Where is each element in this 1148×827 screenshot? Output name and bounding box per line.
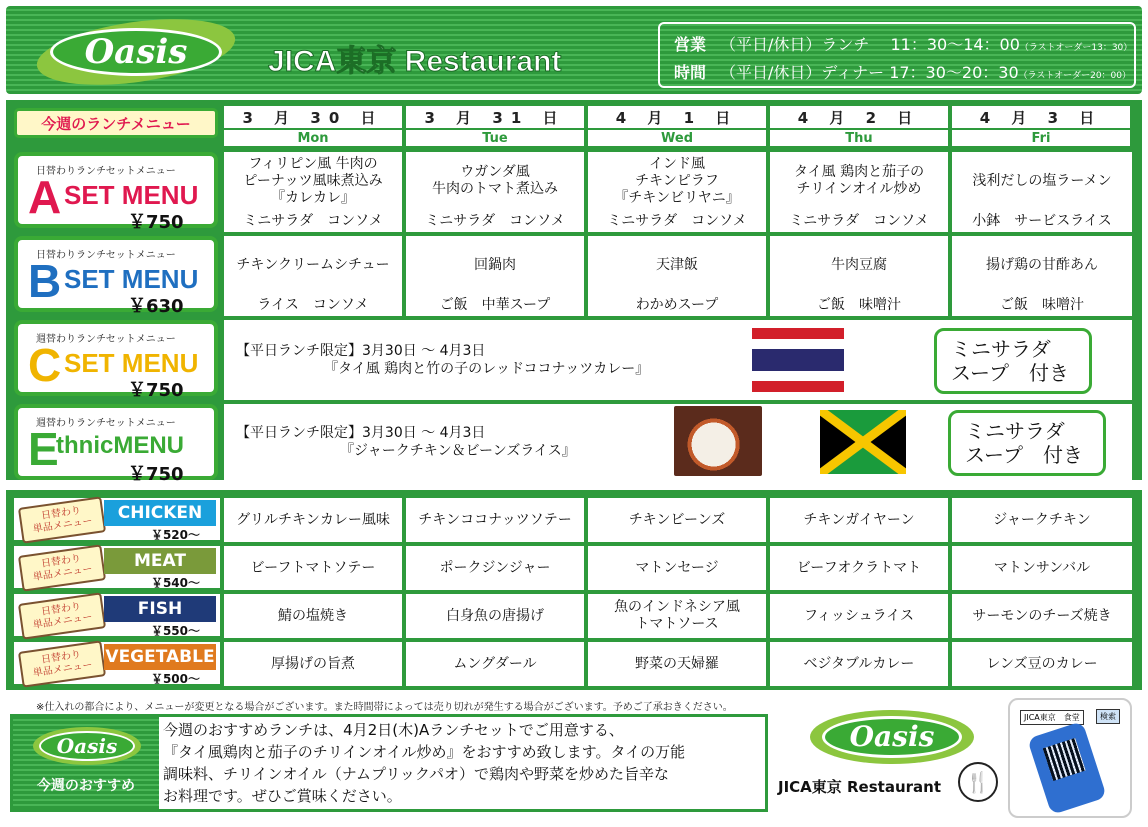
set-letter: E	[28, 423, 59, 475]
side-dishes: ライス コンソメ	[257, 296, 369, 313]
ala-item: 鯖の塩焼き	[224, 594, 402, 638]
recommendation-badge	[13, 717, 159, 809]
jamaica-flag-icon	[820, 410, 906, 474]
ala-item: ビーフオクラトマト	[770, 546, 948, 590]
ala-item: ジャークチキン	[952, 498, 1132, 542]
set-letter: B	[28, 255, 62, 307]
category-price: ￥550～	[150, 624, 200, 638]
set-subtitle: 週替わりランチセットメニュー	[36, 334, 176, 345]
footer-restaurant-name: JICA東京 Restaurant	[778, 778, 941, 796]
promo-dish: 『タイ風 鶏肉と竹の子のレッドココナッツカレー』	[324, 361, 650, 377]
dish-name: ウガンダ風 牛肉のトマト煮込み	[432, 164, 558, 197]
category-fish	[14, 594, 220, 636]
day-of-week: Thu	[770, 130, 948, 146]
dinner-last-order: （ラストオーダー20：00）	[1018, 71, 1132, 81]
set-subtitle: 週替わりランチセットメニュー	[36, 418, 176, 429]
recommendation-text: 今週のおすすめランチは、4月2日(木)Aランチセットでご用意する、 『タイ風鶏肉と茄子のチリインオイル炒め』をおすすめ致します。タイの万能 調味料、チリインオイル（ナムプリックパオ）で鶏肉や野菜を炒めた旨辛な お料理です。ぜひご賞味ください。	[163, 721, 686, 805]
day-header	[770, 106, 948, 150]
side-dishes: ミニサラダ コンソメ	[607, 212, 747, 229]
menu-cell	[952, 236, 1132, 316]
side-dishes: ミニサラダ コンソメ	[425, 212, 565, 229]
set-letter: C	[28, 339, 62, 391]
category-tag: 日替わり 単品メニュー	[18, 544, 106, 591]
set-c-row	[224, 320, 1132, 400]
set-b-card	[14, 236, 218, 317]
set-price: ￥750	[128, 212, 184, 233]
ala-item: ムングダール	[406, 642, 584, 686]
ala-item: 野菜の天婦羅	[588, 642, 766, 686]
lunch-hours: （平日/休日）ランチ 11：30～14：00	[720, 35, 1020, 54]
menu-cell	[770, 152, 948, 232]
side-dishes: ご飯 味噌汁	[817, 296, 901, 313]
dish-name: 天津飯	[656, 256, 698, 273]
includes-badge: ミニサラダ スープ 付き	[934, 328, 1092, 394]
ala-item: サーモンのチーズ焼き	[952, 594, 1132, 638]
thai-flag-icon	[752, 328, 844, 392]
day-of-week: Fri	[952, 130, 1130, 146]
category-meat	[14, 546, 220, 588]
day-date: 4 月 1 日	[588, 106, 766, 128]
category-name: FISH	[104, 596, 216, 622]
ala-item: マトンセージ	[588, 546, 766, 590]
set-name: thnicMENU	[56, 432, 184, 459]
set-price: ￥630	[128, 296, 184, 317]
menu-cell	[770, 236, 948, 316]
a-la-carte-section	[6, 490, 1142, 690]
category-name: VEGETABLE	[104, 644, 216, 670]
day-date: 4 月 2 日	[770, 106, 948, 128]
day-of-week: Wed	[588, 130, 766, 146]
qr-search-card[interactable]	[1008, 698, 1132, 818]
lunch-last-order: （ラストオーダー13：30）	[1019, 43, 1133, 53]
dish-name: フィリピン風 牛肉の ピーナッツ風味煮込み 『カレカレ』	[243, 155, 383, 206]
oasis-logo: Oasis	[36, 16, 236, 88]
jerk-chicken-photo	[674, 406, 762, 476]
ala-item: グリルチキンカレー風味	[224, 498, 402, 542]
category-price: ￥500～	[150, 672, 200, 686]
fork-knife-icon: 🍴	[958, 762, 998, 802]
day-date: 4 月 3 日	[952, 106, 1130, 128]
side-dishes: 小鉢 サービスライス	[972, 212, 1112, 229]
category-tag: 日替わり 単品メニュー	[18, 592, 106, 639]
set-name: SET MENU	[64, 264, 199, 294]
set-letter: A	[28, 171, 62, 223]
restaurant-title: JICA東京 Restaurant	[268, 45, 562, 78]
set-subtitle: 日替わりランチセットメニュー	[36, 166, 176, 177]
menu-cell	[224, 236, 402, 316]
category-price: ￥520～	[150, 528, 200, 542]
qr-search-label: JICA東京 食堂	[1020, 710, 1084, 725]
category-name: CHICKEN	[104, 500, 216, 526]
hours-label-1: 営業	[674, 35, 707, 54]
ala-item: 白身魚の唐揚げ	[406, 594, 584, 638]
ala-item: チキンビーンズ	[588, 498, 766, 542]
set-e-row	[224, 404, 1132, 480]
category-price: ￥540～	[150, 576, 200, 590]
menu-cell	[588, 236, 766, 316]
phone-qr-icon	[1027, 721, 1107, 815]
category-tag: 日替わり 単品メニュー	[18, 640, 106, 687]
ala-item: 厚揚げの旨煮	[224, 642, 402, 686]
side-dishes: ご飯 中華スープ	[439, 296, 551, 313]
side-dishes: ミニサラダ コンソメ	[243, 212, 383, 229]
set-c-card	[14, 320, 218, 401]
opening-hours	[658, 22, 1136, 88]
dish-name: チキンクリームシチュー	[236, 256, 390, 273]
ala-item: レンズ豆のカレー	[952, 642, 1132, 686]
dish-name: 牛肉豆腐	[831, 256, 887, 273]
promo-period: 【平日ランチ限定】3月30日 ～ 4月3日	[236, 425, 486, 441]
menu-cell	[406, 152, 584, 232]
weekly-recommendation	[10, 714, 768, 812]
dish-name: インド風 チキンピラフ 『チキンビリヤニ』	[614, 155, 740, 206]
includes-badge: ミニサラダ スープ 付き	[948, 410, 1106, 476]
side-dishes: わかめスープ	[635, 296, 719, 313]
ala-item: ポークジンジャー	[406, 546, 584, 590]
menu-cell	[406, 236, 584, 316]
day-header	[952, 106, 1130, 150]
search-button[interactable]: 検索	[1096, 709, 1120, 724]
weekly-lunch-section	[6, 100, 1142, 485]
oasis-logo: Oasis	[810, 706, 974, 766]
side-dishes: ご飯 味噌汁	[1000, 296, 1084, 313]
menu-cell	[588, 152, 766, 232]
day-header	[406, 106, 584, 150]
dinner-hours: （平日/休日）ディナー 17：30～20：30	[720, 63, 1019, 82]
category-chicken	[14, 498, 220, 540]
dish-name: タイ風 鶏肉と茄子の チリインオイル炒め	[793, 164, 925, 197]
category-tag: 日替わり 単品メニュー	[18, 496, 106, 543]
set-price: ￥750	[128, 380, 184, 401]
day-of-week: Tue	[406, 130, 584, 146]
day-date: 3 月 30 日	[224, 106, 402, 128]
day-of-week: Mon	[224, 130, 402, 146]
disclaimer-note: ※仕入れの都合により、メニューが変更となる場合がございます。また時間帯によっては売り切れが発生する場合がございます。予めご了承おきください。	[36, 702, 733, 713]
set-a-card	[14, 152, 218, 233]
hours-label-2: 時間	[674, 63, 707, 82]
set-name: SET MENU	[64, 348, 199, 378]
ala-item: 魚のインドネシア風 トマトソース	[588, 594, 766, 638]
category-name: MEAT	[104, 548, 216, 574]
menu-cell	[952, 152, 1132, 232]
category-vegetable	[14, 642, 220, 684]
day-date: 3 月 31 日	[406, 106, 584, 128]
day-header	[224, 106, 402, 150]
set-price: ￥750	[128, 464, 184, 485]
ala-item: チキンガイヤーン	[770, 498, 948, 542]
set-e-card	[14, 404, 218, 485]
side-dishes: ミニサラダ コンソメ	[789, 212, 929, 229]
dish-name: 浅利だしの塩ラーメン	[972, 172, 1112, 189]
set-name: SET MENU	[64, 180, 199, 210]
week-menu-label: 今週のランチメニュー	[14, 108, 218, 138]
promo-period: 【平日ランチ限定】3月30日 ～ 4月3日	[236, 343, 486, 359]
dish-name: 揚げ鶏の甘酢あん	[986, 256, 1098, 273]
day-header	[588, 106, 766, 150]
promo-dish: 『ジャークチキン＆ビーンズライス』	[340, 443, 576, 459]
menu-cell	[224, 152, 402, 232]
dish-name: 回鍋肉	[474, 256, 516, 273]
ala-item: ビーフトマトソテー	[224, 546, 402, 590]
ala-item: フィッシュライス	[770, 594, 948, 638]
header-banner	[6, 6, 1142, 94]
ala-item: ベジタブルカレー	[770, 642, 948, 686]
oasis-logo: Oasis	[33, 725, 141, 767]
ala-item: チキンココナッツソテー	[406, 498, 584, 542]
ala-item: マトンサンバル	[952, 546, 1132, 590]
recommendation-title: 今週のおすすめ	[36, 778, 136, 794]
set-subtitle: 日替わりランチセットメニュー	[36, 250, 176, 261]
